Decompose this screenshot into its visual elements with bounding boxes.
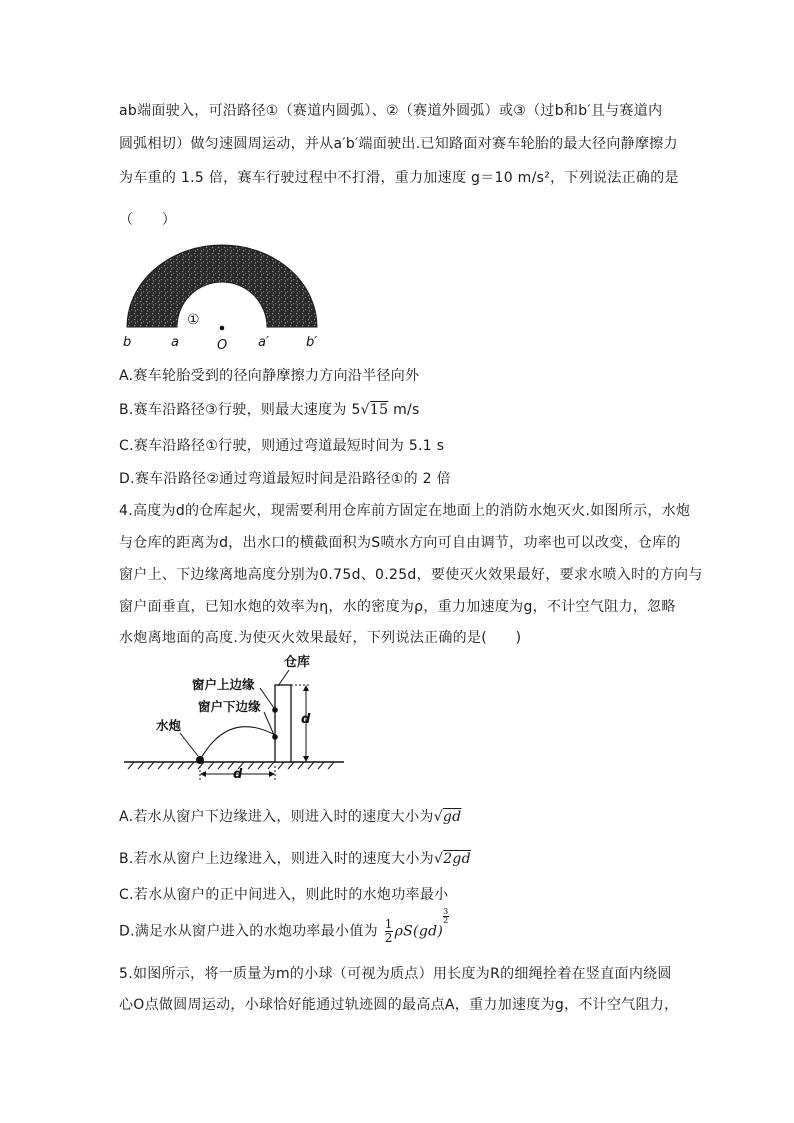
- label-b-prime: b′: [306, 335, 318, 350]
- q3-line-4: （ ）: [119, 212, 177, 228]
- label-warehouse: 仓库: [284, 655, 311, 670]
- exponent-three-halves: $\frac{3}{2}$: [443, 907, 449, 925]
- race-track-figure: [115, 240, 345, 355]
- q4-line-5: 水炮离地面的高度.为使灭火效果最好，下列说法正确的是( ): [119, 630, 522, 646]
- track-arc: [127, 245, 317, 327]
- label-a-prime: a′: [258, 335, 269, 350]
- label-upper-edge: 窗户上边缘: [192, 677, 255, 692]
- q4-option-b: B.若水从窗户上边缘进入，则进入时的速度大小为√2gd: [119, 851, 471, 867]
- q4-option-c: C.若水从窗户的正中间进入，则此时的水炮功率最小: [119, 887, 449, 903]
- q3-option-a: A.赛车轮胎受到的径向静摩擦力方向沿半径向外: [119, 368, 420, 384]
- q4-line-4: 窗户面垂直，已知水炮的效率为η，水的密度为ρ，重力加速度为g，不计空气阻力，忽略: [119, 599, 676, 615]
- q3-line-3: 为车重的 1.5 倍，赛车行驶过程中不打滑，重力加速度 g＝10 m/s²，下列说法正确的是: [119, 170, 679, 186]
- q3-option-c: C.赛车沿路径①行驶，则通过弯道最短时间为 5.1 s: [119, 438, 445, 454]
- label-o: O: [217, 338, 228, 353]
- label-a: a: [171, 335, 179, 350]
- warehouse-wall: [275, 685, 291, 762]
- q3-line-1: ab端面驶入，可沿路径①（赛道内圆弧）、②（赛道外圆弧）或③（过b和b′且与赛道内: [119, 103, 663, 119]
- label-lower-edge: 窗户下边缘: [198, 699, 261, 714]
- fraction-one-half: $\frac{1}{2}$: [384, 917, 393, 945]
- water-trajectory: [200, 727, 275, 760]
- ground-hatch: [128, 762, 334, 769]
- q3-option-d: D.赛车沿路径②通过弯道最短时间是沿路径①的 2 倍: [119, 471, 451, 487]
- q5-line-2: 心O点做圆周运动，小球恰好能通过轨迹圆的最高点A，重力加速度为g，不计空气阻力，: [119, 997, 679, 1013]
- q3-line-2: 圆弧相切）做匀速圆周运动，并从a′b′端面驶出.已知路面对赛车轮胎的最大径向静摩擦力: [119, 136, 678, 152]
- window-lower: [272, 734, 278, 740]
- q4-line-2: 与仓库的距离为d，出水口的横截面积为S喷水方向可自由调节，功率也可以改变，仓库的: [119, 535, 681, 551]
- water-cannon: [196, 756, 204, 764]
- q3-option-b: B.赛车沿路径③行驶，则最大速度为 5√15 m/s: [119, 402, 420, 418]
- window-upper: [272, 707, 278, 713]
- q4-option-a: A.若水从窗户下边缘进入，则进入时的速度大小为√gd: [119, 809, 462, 825]
- warehouse-figure: [118, 652, 368, 782]
- label-b: b: [123, 335, 132, 350]
- q4-option-d: D.满足水从窗户进入的水炮功率最小值为 $\frac{1}{2}$ ρS(gd) $\frac{3}{2}$: [119, 907, 449, 945]
- label-d-vertical: d: [301, 712, 311, 727]
- label-cannon: 水炮: [156, 718, 182, 733]
- q5-line-1: 5.如图所示，将一质量为m的小球（可视为质点）用长度为R的细绳拴着在竖直面内绕圆: [119, 966, 672, 982]
- q4-line-3: 窗户上、下边缘离地高度分别为0.75d、0.25d，要使灭火效果最好，要求水喷入时的方向与: [119, 567, 703, 583]
- q4-line-1: 4.高度为d的仓库起火，现需要利用仓库前方固定在地面上的消防水炮灭火.如图所示，水炮: [119, 503, 691, 519]
- center-point: [220, 326, 225, 331]
- label-d-horizontal: d: [233, 767, 243, 782]
- label-path-1: ①: [187, 312, 200, 328]
